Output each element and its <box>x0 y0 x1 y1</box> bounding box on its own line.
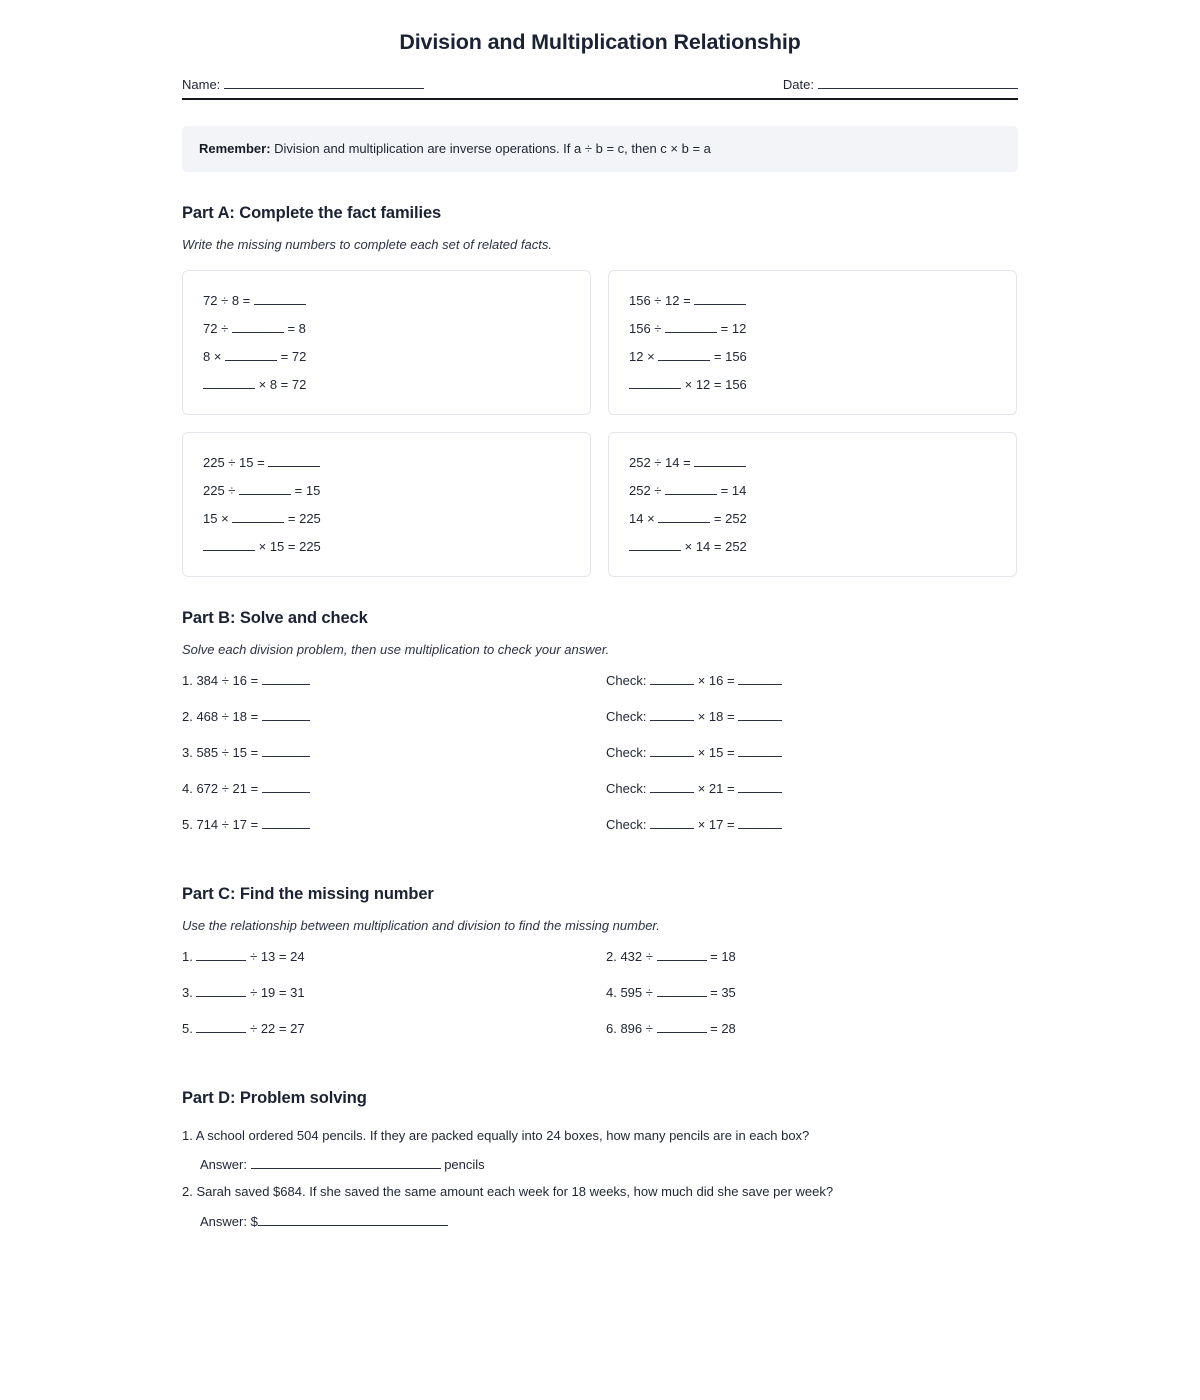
item-suffix: = 28 <box>706 1020 736 1036</box>
fact-line <box>203 533 570 561</box>
fact-line <box>203 287 570 315</box>
name-label: Name: <box>182 77 221 92</box>
problem-text: 2. 468 ÷ 18 = <box>182 708 262 724</box>
missing-number-blank[interactable] <box>196 1032 246 1033</box>
fact-suffix: = 14 <box>717 482 747 498</box>
problem-text: 4. 672 ÷ 21 = <box>182 780 262 796</box>
fact-prefix: 72 ÷ 8 = <box>203 292 254 308</box>
fact-blank[interactable] <box>629 550 681 551</box>
fact-family-grid <box>182 270 1018 577</box>
fact-suffix: × 12 = 156 <box>681 376 747 392</box>
missing-number-row <box>182 1021 1018 1057</box>
fact-line <box>203 477 570 505</box>
check-blank-second[interactable] <box>738 720 782 721</box>
fact-blank[interactable] <box>268 466 320 467</box>
fact-line <box>203 449 570 477</box>
missing-number-blank[interactable] <box>196 996 246 997</box>
check-blank-first[interactable] <box>650 828 694 829</box>
fact-prefix: 252 ÷ 14 = <box>629 454 695 470</box>
item-suffix: = 35 <box>706 984 736 1000</box>
fact-suffix: = 225 <box>284 510 321 526</box>
fact-blank[interactable] <box>694 304 746 305</box>
fact-family-card <box>182 270 591 415</box>
remember-label: Remember: <box>199 141 271 156</box>
fact-line <box>629 315 996 343</box>
name-date-row <box>182 77 1018 100</box>
problem-text: 1. 384 ÷ 16 = <box>182 672 262 688</box>
fact-blank[interactable] <box>658 522 710 523</box>
word-problem-answer-blank[interactable] <box>251 1168 441 1169</box>
fact-blank[interactable] <box>203 550 255 551</box>
missing-number-row <box>182 985 1018 1021</box>
item-prefix: 4. 595 ÷ <box>606 984 657 1000</box>
answer-label: Answer: $ <box>200 1213 258 1229</box>
problem-row <box>182 709 1018 745</box>
remember-callout <box>182 126 1018 172</box>
problem-text: 5. 714 ÷ 17 = <box>182 816 262 832</box>
check-statement <box>606 745 782 760</box>
problem-row <box>182 781 1018 817</box>
part-c-problem-list <box>182 949 1018 1057</box>
word-problem-answer-line <box>200 1214 1018 1229</box>
answer-label: Answer: <box>200 1157 251 1173</box>
check-label: Check: <box>606 708 651 724</box>
check-blank-second[interactable] <box>738 756 782 757</box>
fact-line <box>629 477 996 505</box>
check-blank-first[interactable] <box>650 684 694 685</box>
part-b-heading: Part B: Solve and check <box>182 608 368 627</box>
fact-blank[interactable] <box>658 360 710 361</box>
problem-row <box>182 745 1018 781</box>
fact-suffix: = 12 <box>717 320 747 336</box>
date-label: Date: <box>782 77 814 92</box>
problem-statement <box>182 817 606 832</box>
fact-suffix: = 8 <box>283 320 306 336</box>
check-blank-second[interactable] <box>738 828 782 829</box>
check-statement <box>606 709 782 724</box>
remember-text: Division and multiplication are inverse operations. If a ÷ b = c, then c × b = a <box>270 141 711 156</box>
date-input-blank[interactable] <box>818 88 1018 89</box>
item-suffix: = 18 <box>706 948 736 964</box>
fact-line <box>203 315 570 343</box>
word-problem-answer-line <box>200 1157 1018 1172</box>
name-field-group <box>182 77 424 92</box>
fact-blank[interactable] <box>694 466 746 467</box>
item-suffix: ÷ 22 = 27 <box>246 1020 305 1036</box>
item-suffix: ÷ 13 = 24 <box>246 948 305 964</box>
part-b-problem-list <box>182 673 1018 853</box>
fact-suffix: = 156 <box>710 348 747 364</box>
check-label: Check: <box>606 672 651 688</box>
fact-blank[interactable] <box>254 304 306 305</box>
fact-suffix: × 15 = 225 <box>255 538 321 554</box>
answer-blank[interactable] <box>262 684 310 685</box>
fact-prefix: 12 × <box>629 348 659 364</box>
check-statement <box>606 781 782 796</box>
check-statement <box>606 673 782 688</box>
item-prefix: 2. 432 ÷ <box>606 948 657 964</box>
page-title: Division and Multiplication Relationship <box>399 30 801 54</box>
answer-unit: pencils <box>440 1157 485 1173</box>
fact-line <box>203 371 570 399</box>
word-problem <box>182 1182 1018 1229</box>
answer-blank[interactable] <box>262 756 310 757</box>
part-c-instructions: Use the relationship between multiplication and division to find the missing number. <box>182 917 660 933</box>
fact-blank[interactable] <box>232 332 284 333</box>
fact-suffix: = 72 <box>277 348 307 364</box>
check-label: Check: <box>606 744 651 760</box>
check-blank-first[interactable] <box>650 756 694 757</box>
check-statement <box>606 817 782 832</box>
missing-number-item <box>606 1021 736 1036</box>
item-prefix: 3. <box>182 984 197 1000</box>
fact-blank[interactable] <box>232 522 284 523</box>
check-blank-second[interactable] <box>738 684 782 685</box>
fact-suffix: × 8 = 72 <box>255 376 307 392</box>
fact-line <box>629 287 996 315</box>
missing-number-item <box>606 985 736 1000</box>
fact-line <box>629 505 996 533</box>
fact-suffix: = 252 <box>710 510 747 526</box>
item-suffix: ÷ 19 = 31 <box>246 984 305 1000</box>
fact-prefix: 225 ÷ <box>203 482 240 498</box>
check-blank-first[interactable] <box>650 720 694 721</box>
missing-number-blank[interactable] <box>657 996 707 997</box>
fact-line <box>629 449 996 477</box>
missing-number-row <box>182 949 1018 985</box>
check-operator: × 15 = <box>694 744 739 760</box>
fact-blank[interactable] <box>665 494 717 495</box>
missing-number-item <box>182 949 606 964</box>
item-prefix: 5. <box>182 1020 197 1036</box>
answer-blank[interactable] <box>262 828 310 829</box>
word-problem-question: 2. Sarah saved $684. If she saved the same amount each week for 18 weeks, how much did she save per week? <box>182 1184 834 1200</box>
problem-row <box>182 817 1018 853</box>
fact-prefix: 15 × <box>203 510 233 526</box>
fact-line <box>629 533 996 561</box>
fact-line <box>629 371 996 399</box>
fact-prefix: 225 ÷ 15 = <box>203 454 269 470</box>
missing-number-item <box>182 985 606 1000</box>
missing-number-item <box>182 1021 606 1036</box>
problem-statement <box>182 673 606 688</box>
missing-number-blank[interactable] <box>657 1032 707 1033</box>
check-label: Check: <box>606 780 651 796</box>
fact-prefix: 156 ÷ 12 = <box>629 292 695 308</box>
answer-blank[interactable] <box>262 720 310 721</box>
fact-line <box>203 343 570 371</box>
fact-suffix: = 15 <box>291 482 321 498</box>
part-a-instructions: Write the missing numbers to complete each set of related facts. <box>182 236 552 252</box>
fact-blank[interactable] <box>629 388 681 389</box>
fact-line <box>203 505 570 533</box>
fact-blank[interactable] <box>665 332 717 333</box>
problem-statement <box>182 709 606 724</box>
check-operator: × 21 = <box>694 780 739 796</box>
fact-prefix: 252 ÷ <box>629 482 666 498</box>
name-input-blank[interactable] <box>224 88 424 89</box>
missing-number-item <box>606 949 736 964</box>
word-problem-answer-blank[interactable] <box>258 1225 448 1226</box>
fact-prefix: 14 × <box>629 510 659 526</box>
word-problem <box>182 1126 1018 1173</box>
fact-prefix: 8 × <box>203 348 226 364</box>
item-prefix: 1. <box>182 948 197 964</box>
fact-prefix: 156 ÷ <box>629 320 666 336</box>
fact-family-card <box>182 432 591 577</box>
part-d-problem-list <box>182 1126 1018 1229</box>
fact-prefix: 72 ÷ <box>203 320 232 336</box>
fact-line <box>629 343 996 371</box>
fact-blank[interactable] <box>203 388 255 389</box>
missing-number-blank[interactable] <box>657 960 707 961</box>
fact-blank[interactable] <box>239 494 291 495</box>
fact-family-card <box>608 270 1017 415</box>
problem-text: 3. 585 ÷ 15 = <box>182 744 262 760</box>
part-c-heading: Part C: Find the missing number <box>182 884 434 903</box>
check-blank-first[interactable] <box>650 792 694 793</box>
part-b-instructions: Solve each division problem, then use multiplication to check your answer. <box>182 641 610 657</box>
check-operator: × 18 = <box>694 708 739 724</box>
word-problem-question: 1. A school ordered 504 pencils. If they are packed equally into 24 boxes, how many pencils are in each box? <box>182 1127 810 1143</box>
check-operator: × 16 = <box>694 672 739 688</box>
problem-statement <box>182 745 606 760</box>
fact-family-card <box>608 432 1017 577</box>
problem-row <box>182 673 1018 709</box>
fact-suffix: × 14 = 252 <box>681 538 747 554</box>
check-blank-second[interactable] <box>738 792 782 793</box>
missing-number-blank[interactable] <box>196 960 246 961</box>
fact-blank[interactable] <box>225 360 277 361</box>
check-operator: × 17 = <box>694 816 739 832</box>
check-label: Check: <box>606 816 651 832</box>
item-prefix: 6. 896 ÷ <box>606 1020 657 1036</box>
answer-blank[interactable] <box>262 792 310 793</box>
part-d-heading: Part D: Problem solving <box>182 1088 367 1107</box>
date-field-group <box>783 77 1018 92</box>
problem-statement <box>182 781 606 796</box>
part-a-heading: Part A: Complete the fact families <box>182 203 442 222</box>
